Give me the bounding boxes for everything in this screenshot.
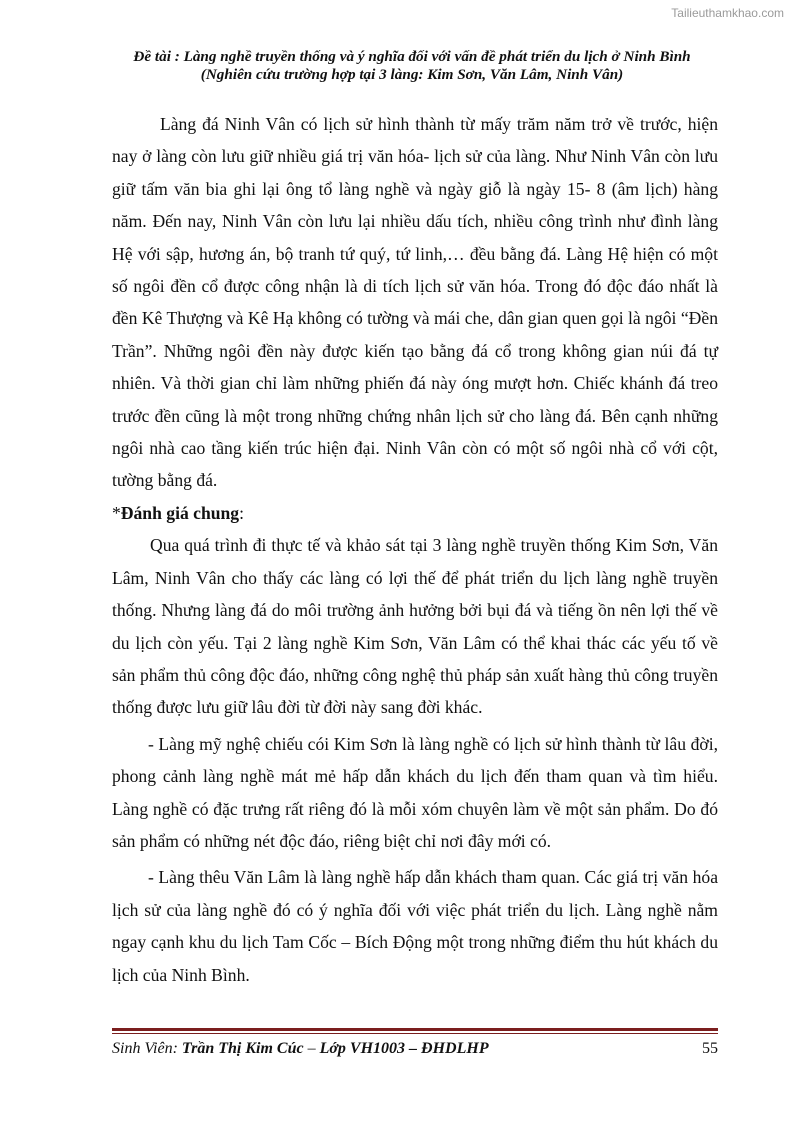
paragraph-ninh-van: Làng đá Ninh Vân có lịch sử hình thành từ mấy trăm năm trở về trước, hiện nay ở làng còn lưu giữ nhiều giá trị văn hóa- lịch sử của làng. Như Ninh Vân còn lưu giữ tấm văn bia ghi lại ông tổ làng nghề và ngày giỗ là ngày 15- 8 (âm lịch) hàng năm. Đến nay, Ninh Vân còn lưu lại nhiều dấu tích, nhiều công trình như đình làng Hệ với sập, hương án, bộ tranh tứ quý, tứ linh,… đều bằng đá. Làng Hệ hiện có một số ngôi đền cổ được công nhận là di tích lịch sử văn hóa. Trong đó độc đáo nhất là đền Kê Thượng và Kê Hạ không có tường và mái che, dân gian quen gọi là ngôi “Đền Trần”. Những ngôi đền này được kiến tạo bằng đá cổ trong không gian núi đá tự nhiên. Và thời gian chỉ làm những phiến đá này óng mượt hơn. Chiếc khánh đá treo trước đền cũng là một trong những chứng nhân lịch sử cho làng đá. Bên cạnh những ngôi nhà cao tầng kiến trúc hiện đại. Ninh Vân còn có một số ngôi nhà cổ với cột, tường bằng đá. — [112, 114, 718, 491]
footer-divider — [112, 1028, 718, 1031]
paragraph-van-lam: - Làng thêu Văn Lâm là làng nghề hấp dẫn khách tham quan. Các giá trị văn hóa lịch sử của làng nghề đó có ý nghĩa đối với việc phát triển du lịch. Làng nghề nằm ngay cạnh khu du lịch Tam Cốc – Bích Động một trong những điểm thu hút khách du lịch của Ninh Bình. — [112, 867, 718, 985]
heading-star: * — [112, 502, 121, 523]
heading-text: Đánh giá chung — [120, 502, 240, 523]
footer-divider-thin — [112, 1033, 718, 1034]
header-subtitle: (Nghiên cứu trường hợp tại 3 làng: Kim Sơn, Văn Lâm, Ninh Vân) — [200, 66, 624, 83]
footer-separator: – — [303, 1040, 320, 1057]
heading-colon: : — [239, 502, 244, 523]
section-heading — [112, 497, 718, 529]
document-body — [112, 108, 718, 991]
page-number: 55 — [702, 1040, 718, 1057]
paragraph-kim-son: - Làng mỹ nghệ chiếu cói Kim Sơn là làng nghề có lịch sử hình thành từ lâu đời, phong cảnh làng nghề mát mẻ hấp dẫn khách du lịch đến tham quan và tìm hiểu. Làng nghề có đặc trưng rất riêng đó là mỗi xóm chuyên làm về một sản phẩm. Do đó sản phẩm có những nét độc đáo, riêng biệt chỉ nơi đây mới có. — [112, 733, 718, 851]
document-header — [112, 48, 712, 84]
class-info: Lớp VH1003 – ĐHDLHP — [319, 1040, 489, 1057]
student-name: Trần Thị Kim Cúc — [181, 1040, 304, 1057]
watermark: Tailieuthamkhao.com — [671, 6, 784, 20]
header-title: Đề tài : Làng nghề truyền thống và ý nghĩa đối với vấn đề phát triển du lịch ở Ninh Bình — [133, 48, 691, 65]
paragraph-overview: Qua quá trình đi thực tế và khảo sát tại 3 làng nghề truyền thống Kim Sơn, Văn Lâm, Ninh Vân cho thấy các làng có lợi thế để phát triển du lịch làng nghề truyền thống. Nhưng làng đá do môi trường ảnh hưởng bởi bụi đá và tiếng ồn nên lợi thế về du lịch còn yếu. Tại 2 làng nghề Kim Sơn, Văn Lâm có thể khai thác các yếu tố về sản phẩm thủ công độc đáo, những công nghệ thủ pháp sản xuất hàng thủ công truyền thống được lưu giữ lâu đời từ đời này sang đời khác. — [112, 535, 718, 718]
student-label: Sinh Viên: — [112, 1040, 182, 1057]
page-footer — [112, 1040, 718, 1058]
